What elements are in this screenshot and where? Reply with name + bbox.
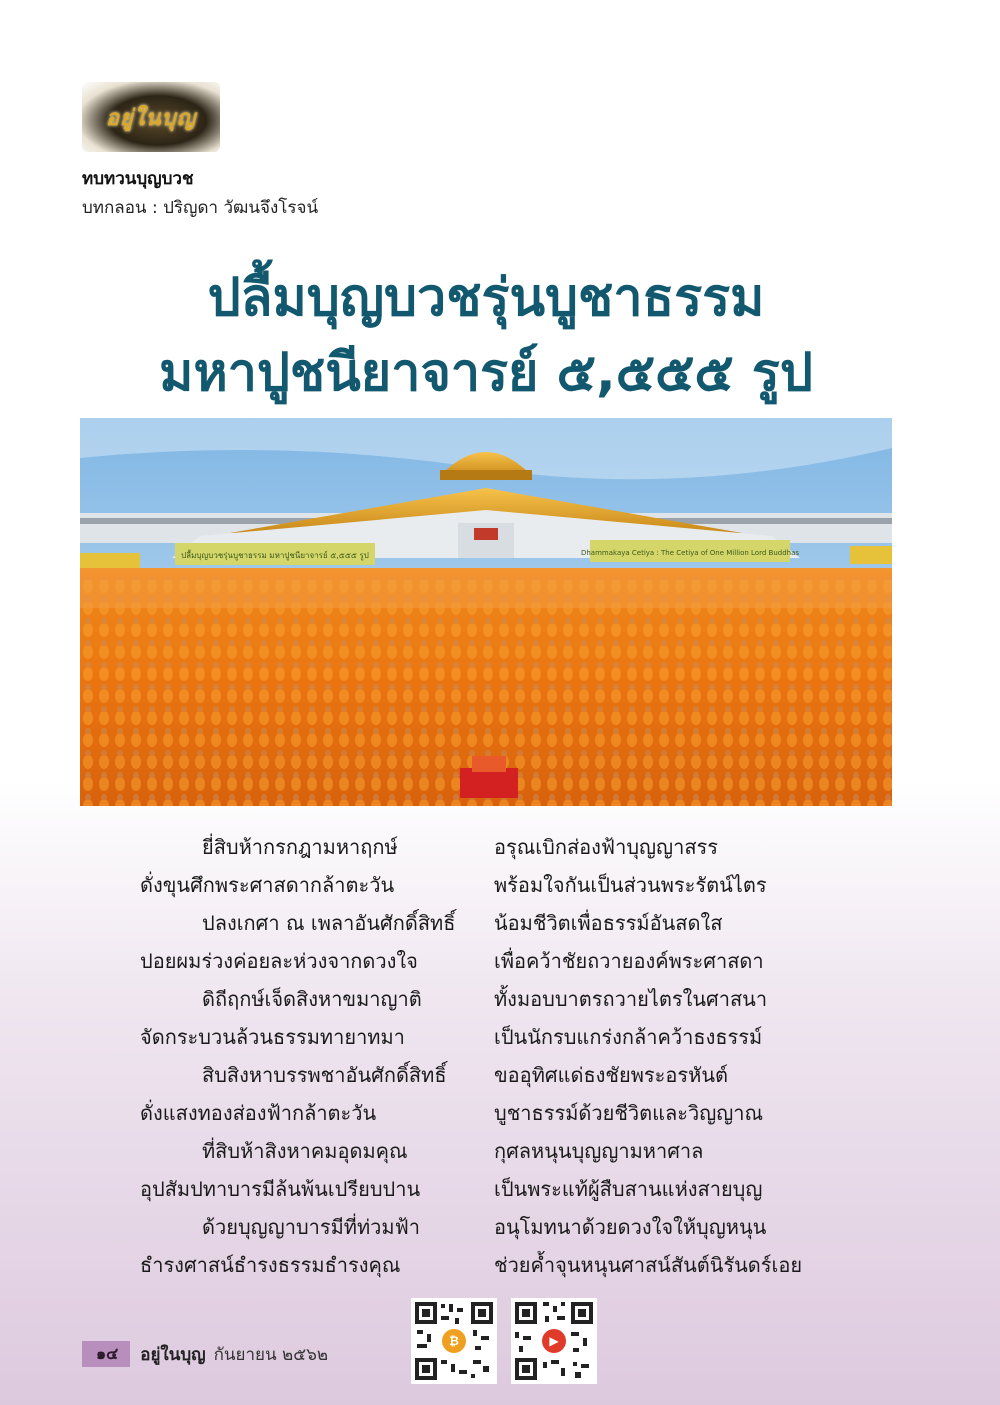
poem-line: กุศลหนุนบุญญามหาศาล xyxy=(494,1139,704,1163)
poem-line: เพื่อคว้าชัยถวายองค์พระศาสดา xyxy=(494,949,764,973)
logo-text: อยู่ในบุญ xyxy=(105,104,197,131)
poem-line: อนุโมทนาด้วยดวงใจให้บุญหนุน xyxy=(494,1215,767,1239)
page-footer xyxy=(82,1341,328,1367)
page-number: ๑๔ xyxy=(82,1341,130,1367)
poem-line: อุปสัมปทาบารมีล้นพ้นเปรียบปาน xyxy=(140,1177,421,1201)
poem-line: ด้วยบุญญาบารมีที่ท่วมฟ้า xyxy=(202,1215,420,1239)
headline-line-2: มหาปูชนียาจารย์ ๕,๕๕๕ รูป xyxy=(159,343,813,403)
poem-line: ยี่สิบห้ากรกฎามหาฤกษ์ xyxy=(202,835,398,859)
poem-line: บูชาธรรม์ด้วยชีวิตและวิญญาณ xyxy=(494,1101,764,1125)
bitcoin-badge-icon: ₿ xyxy=(442,1329,466,1353)
ordination-photo xyxy=(80,418,892,806)
poem-line: น้อมชีวิตเพื่อธรรม์อันสดใส xyxy=(494,911,723,935)
footer-issue-date: กันยายน ๒๕๖๒ xyxy=(213,1344,329,1365)
poem-line: สิบสิงหาบรรพชาอันศักดิ์สิทธิ์ xyxy=(202,1063,447,1087)
poem-line: ช่วยค้ำจุนหนุนศาสน์สันต์นิรันดร์เอย xyxy=(494,1253,803,1277)
poem-line: เป็นพระแท้ผู้สืบสานแห่งสายบุญ xyxy=(494,1177,763,1201)
banner-right-text: Dhammakaya Cetiya : The Cetiya of One Million Lord Buddhas xyxy=(580,549,800,557)
poem-line: ทั้งมอบบาตรถวายไตรในศาสนา xyxy=(494,987,768,1011)
section-label: ทบทวนบุญบวช xyxy=(82,169,194,189)
poem-line: เป็นนักรบแกร่งกล้าคว้าธงธรรม์ xyxy=(494,1025,763,1049)
banner-left-text: ปลื้มบุญบวชรุ่นบูชาธรรม มหาปูชนียาจารย์ ๕,๕๕๕ รูป xyxy=(181,551,369,560)
headline-line-1: ปลื้มบุญบวชรุ่นบูชาธรรม xyxy=(207,268,765,328)
poem-line: พร้อมใจกันเป็นส่วนพระรัตน์ไตร xyxy=(494,873,767,897)
qr-code-youtube[interactable] xyxy=(511,1298,597,1384)
poem-line: ดั่งแสงทองส่องฟ้ากล้าตะวัน xyxy=(140,1101,377,1125)
poem-line: อรุณเบิกส่องฟ้าบุญญาสรร xyxy=(494,835,719,859)
magazine-logo xyxy=(82,82,220,152)
poem-line: ปลงเกศา ณ เพลาอันศักดิ์สิทธิ์ xyxy=(202,911,456,935)
qr-code-bitcoin[interactable] xyxy=(411,1298,497,1384)
footer-magazine-name: อยู่ในบุญ xyxy=(140,1344,206,1365)
poem-line: ธำรงศาสน์ธำรงธรรมธำรงคุณ xyxy=(140,1253,401,1277)
author-byline: บทกลอน : ปริญดา วัฒนจึงโรจน์ xyxy=(82,198,319,218)
poem-line: ดั่งขุนศึกพระศาสดากล้าตะวัน xyxy=(140,873,395,897)
poem-left-column xyxy=(140,828,455,1284)
poem-line: ที่สิบห้าสิงหาคมอุดมคุณ xyxy=(202,1139,408,1163)
poem-line: ขออุทิศแด่ธงชัยพระอรหันต์ xyxy=(494,1063,728,1087)
poem-line: ดิถีฤกษ์เจ็ดสิงหาขมาญาติ xyxy=(202,987,422,1011)
poem-line: ปอยผมร่วงค่อยละห่วงจากดวงใจ xyxy=(140,949,418,973)
poem-right-column xyxy=(494,828,802,1284)
youtube-badge-icon: ▶ xyxy=(542,1329,566,1353)
poem-line: จัดกระบวนล้วนธรรมทายาทมา xyxy=(140,1025,405,1049)
